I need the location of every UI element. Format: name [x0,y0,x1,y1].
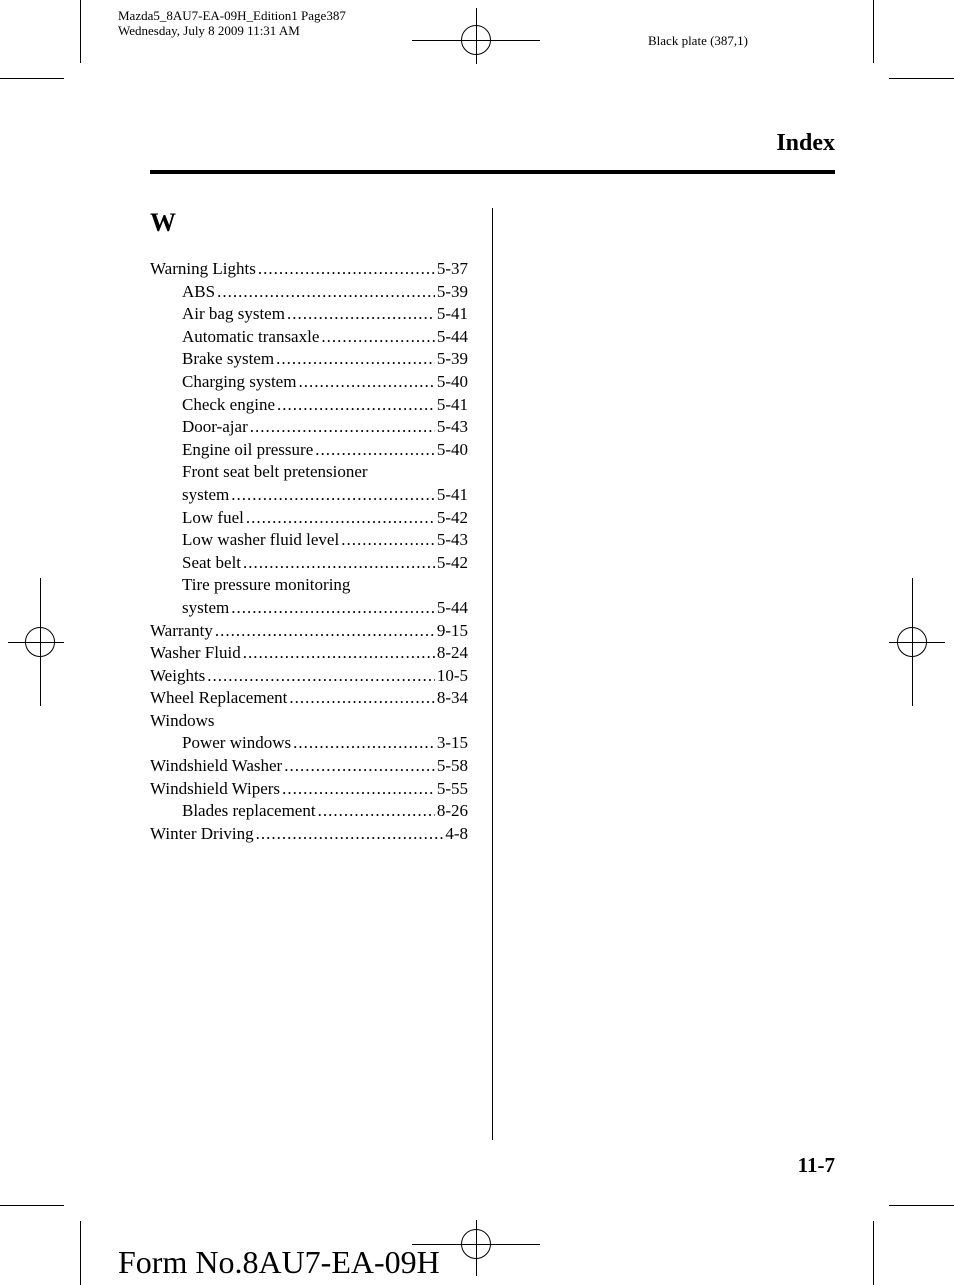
dot-leader [315,439,435,462]
entry-label: Washer Fluid [150,643,241,663]
dot-leader [246,507,435,530]
dot-leader [243,552,435,575]
index-subentry [150,371,468,394]
index-entry [150,710,468,733]
dot-leader [277,394,435,417]
entry-label: Charging system [182,371,297,391]
print-file-line: Mazda5_8AU7-EA-09H_Edition1 Page387 [118,8,346,23]
entry-label: Check engine [182,394,275,414]
index-subentry [150,326,468,349]
entry-label: Warning Lights [150,259,256,278]
index-subentry [150,529,468,552]
index-subentry [150,800,468,823]
dot-leader [298,371,434,394]
dot-leader [287,303,435,326]
section-letter: W [150,208,176,237]
entry-page: 5-43 [436,417,468,437]
dot-leader [256,823,444,846]
index-subentry [150,394,468,417]
form-number: Form No.8AU7-EA-09H [118,1244,440,1280]
entry-label: Door-ajar [182,417,248,437]
index-entry [150,755,468,778]
entry-page: 4-8 [445,823,468,843]
page-title: Index [776,130,835,156]
index-subentry [150,552,468,575]
index-subentry [150,461,468,484]
entry-label: Low fuel [182,507,244,527]
entry-label: Brake system [182,349,275,369]
dot-leader [258,258,435,281]
index-subentry [150,597,468,620]
crop-mark [0,1205,64,1206]
entry-page: 5-41 [436,394,468,414]
dot-leader [215,620,435,643]
dot-leader [276,348,435,371]
entry-page: 8-34 [436,688,468,708]
entry-page: 5-40 [436,371,468,391]
index-list [150,258,468,845]
entry-label: Power windows [182,733,292,753]
entry-label: Automatic transaxle [182,326,320,346]
crop-mark [889,78,954,79]
entry-label: system [182,597,230,617]
index-entry [150,258,468,281]
entry-page: 8-24 [436,643,468,663]
entry-page: 5-41 [436,484,468,504]
crop-mark [0,78,64,79]
entry-label: Blades replacement [182,801,316,821]
entry-label: Warranty [150,620,213,640]
entry-page: 5-40 [436,439,468,459]
index-entry [150,778,468,801]
dot-leader [207,665,435,688]
crop-mark [873,0,874,63]
entry-page: 9-15 [436,620,468,640]
index-entry [150,642,468,665]
entry-page: 5-37 [436,259,468,278]
entry-page: 5-58 [436,756,468,776]
entry-page: 5-43 [436,530,468,550]
crop-mark [889,1205,954,1206]
entry-page: 5-44 [436,326,468,346]
index-entry [150,620,468,643]
entry-label: Low washer fluid level [182,530,340,550]
dot-leader [293,732,435,755]
index-subentry [150,303,468,326]
registration-circle [461,1229,491,1259]
registration-circle [25,627,55,657]
entry-page: 10-5 [436,665,468,685]
plate-label: Black plate (387,1) [648,33,748,48]
entry-page: 5-42 [436,552,468,572]
column-divider [492,208,493,1140]
page-number: 11-7 [797,1153,835,1177]
entry-label: Windshield Wipers [150,778,281,798]
crop-mark [80,1221,81,1285]
index-subentry [150,484,468,507]
dot-leader [243,642,435,665]
entry-label: Engine oil pressure [182,439,314,459]
index-entry [150,823,468,846]
index-subentry [150,439,468,462]
index-subentry [150,732,468,755]
index-subentry [150,348,468,371]
index-subentry [150,507,468,530]
entry-label: Tire pressure monitoring [182,575,351,595]
entry-label: system [182,484,230,504]
index-entry [150,687,468,710]
entry-label: Windshield Washer [150,756,283,776]
entry-page: 5-39 [436,281,468,301]
dot-leader [318,800,435,823]
index-subentry [150,574,468,597]
print-info [118,8,346,38]
crop-mark [873,1221,874,1285]
registration-circle [897,627,927,657]
dot-leader [231,597,435,620]
entry-page: 5-42 [436,507,468,527]
entry-label: Seat belt [182,552,242,572]
dot-leader [341,529,435,552]
entry-page: 5-55 [436,778,468,798]
header-rule [150,170,835,174]
dot-leader [231,484,435,507]
dot-leader [282,778,435,801]
dot-leader [250,416,435,439]
print-date-line: Wednesday, July 8 2009 11:31 AM [118,23,300,38]
entry-label: Air bag system [182,304,285,324]
entry-label: Weights [150,665,206,685]
entry-page: 5-39 [436,349,468,369]
index-subentry [150,416,468,439]
entry-page: 5-44 [436,597,468,617]
dot-leader [284,755,435,778]
entry-page: 5-41 [436,304,468,324]
index-subentry [150,281,468,304]
entry-label: Windows [150,710,215,730]
dot-leader [289,687,434,710]
registration-circle [461,25,491,55]
crop-mark [80,0,81,63]
index-entry [150,665,468,688]
entry-page: 8-26 [436,801,468,821]
dot-leader [217,281,435,304]
entry-page: 3-15 [436,733,468,753]
entry-label: ABS [182,281,216,301]
entry-label: Wheel Replacement [150,688,288,708]
entry-label: Winter Driving [150,823,254,843]
entry-label: Front seat belt pretensioner [182,462,368,482]
dot-leader [321,326,434,349]
